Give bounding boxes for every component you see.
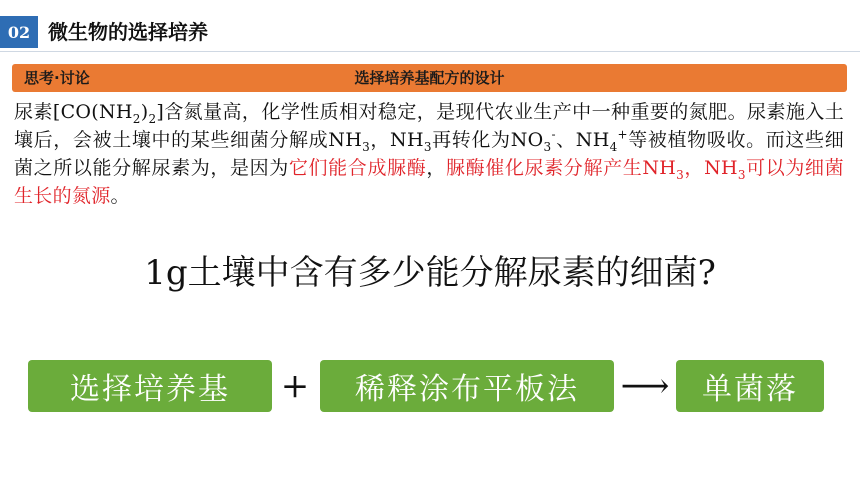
section-title: 微生物的选择培养 [48, 20, 208, 44]
body-paragraph [14, 98, 844, 210]
subscript: 2 [132, 111, 141, 126]
superscript: - [551, 127, 556, 142]
banner-title: 选择培养基配方的设计 [354, 69, 505, 87]
subscript: 2 [148, 111, 157, 126]
selective-medium-box: 选择培养基 [28, 360, 272, 412]
single-colony-box: 单菌落 [676, 360, 824, 412]
subscript: 4 [609, 139, 618, 154]
text-run: 再转化为NO [431, 129, 544, 151]
highlight-run: 脲酶催化尿素分解产生NH [446, 157, 677, 179]
discussion-banner [12, 64, 847, 92]
highlight-run: ，NH [684, 157, 738, 179]
highlight-run: 它们能合成脲酶 [288, 157, 427, 179]
subscript: 3 [543, 139, 552, 154]
question-heading: 1g土壤中含有多少能分解尿素的细菌? [144, 253, 716, 293]
superscript: + [617, 127, 628, 142]
banner-label: 思考·讨论 [24, 69, 90, 87]
arrow-icon: ⟶ [620, 366, 670, 406]
text-run: 尿素[CO(NH [14, 101, 133, 123]
text-run: ， [426, 157, 446, 179]
text-run: 等被植物吸收。而这些细菌之所以能分解尿素为，是因为 [14, 129, 844, 179]
dilution-plating-box: 稀释涂布平板法 [320, 360, 614, 412]
subscript: 3 [362, 139, 371, 154]
text-run: 、NH [555, 129, 610, 151]
highlight-subscript: 3 [737, 167, 746, 182]
text-run: ]含氮量高，化学性质相对稳定，是现代农业生产中一种重要的氮肥。尿素施入土壤后，会被土壤中的某些细菌分解成NH [14, 101, 844, 151]
highlight-subscript: 3 [676, 167, 685, 182]
text-run: ，NH [370, 129, 424, 151]
header-divider [0, 51, 860, 52]
text-run: 。 [110, 185, 130, 207]
plus-sign: + [280, 366, 310, 406]
text-run: ) [140, 101, 149, 123]
subscript: 3 [423, 139, 432, 154]
section-number-badge: 02 [0, 16, 38, 48]
highlight-run: 可以为细菌生长的氮源 [14, 157, 844, 207]
